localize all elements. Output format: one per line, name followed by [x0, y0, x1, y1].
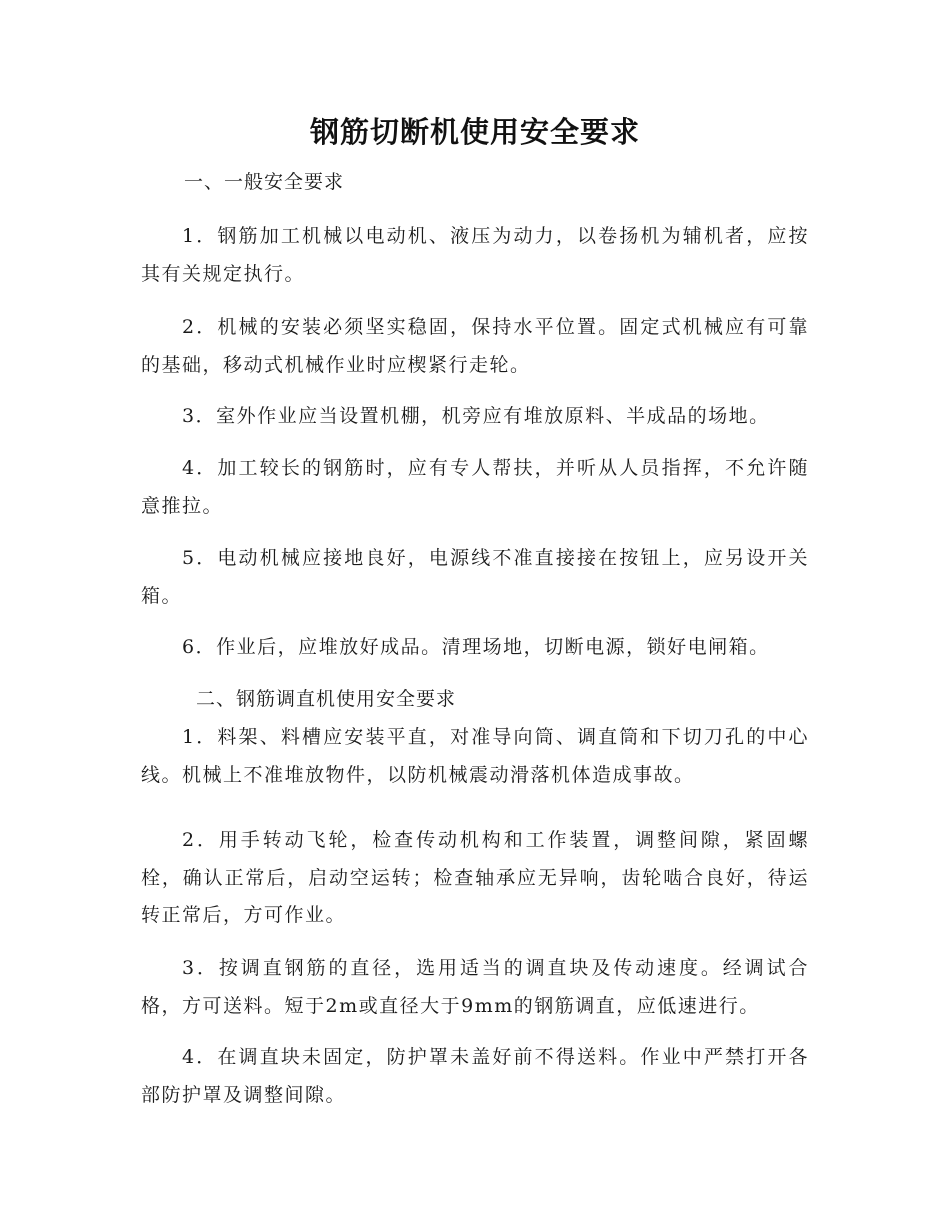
paragraph: 2．用手转动飞轮，检查传动机构和工作装置，调整间隙，紧固螺栓，确认正常后，启动空运转；检查轴承应无异响，齿轮啮合良好，待运转正常后，方可作业。	[141, 829, 809, 926]
section-heading-straightener: 二、钢筋调直机使用安全要求	[196, 688, 457, 710]
paragraph: 2．机械的安装必须坚实稳固，保持水平位置。固定式机械应有可靠的基础，移动式机械作业时应楔紧行走轮。	[141, 316, 809, 376]
paragraph: 1．钢筋加工机械以电动机、液压为动力，以卷扬机为辅机者，应按其有关规定执行。	[141, 225, 809, 285]
paragraph: 4．加工较长的钢筋时，应有专人帮扶，并听从人员指挥，不允许随意推拉。	[141, 457, 809, 517]
paragraph: 5．电动机械应接地良好，电源线不准直接接在按钮上，应另设开关箱。	[141, 547, 809, 607]
paragraph: 3．室外作业应当设置机棚，机旁应有堆放原料、半成品的场地。	[182, 405, 770, 427]
paragraph: 3．按调直钢筋的直径，选用适当的调直块及传动速度。经调试合格，方可送料。短于2m或直径大于9mm的钢筋调直，应低速进行。	[141, 957, 809, 1017]
document-title: 钢筋切断机使用安全要求	[309, 115, 640, 149]
section-heading-general: 一、一般安全要求	[184, 171, 345, 193]
paragraph: 6．作业后，应堆放好成品。清理场地，切断电源，锁好电闸箱。	[182, 636, 770, 658]
paragraph: 1．料架、料槽应安装平直，对准导向筒、调直筒和下切刀孔的中心线。机械上不准堆放物件，以防机械震动滑落机体造成事故。	[141, 726, 809, 786]
paragraph: 4．在调直块未固定，防护罩未盖好前不得送料。作业中严禁打开各部防护罩及调整间隙。	[141, 1046, 809, 1106]
